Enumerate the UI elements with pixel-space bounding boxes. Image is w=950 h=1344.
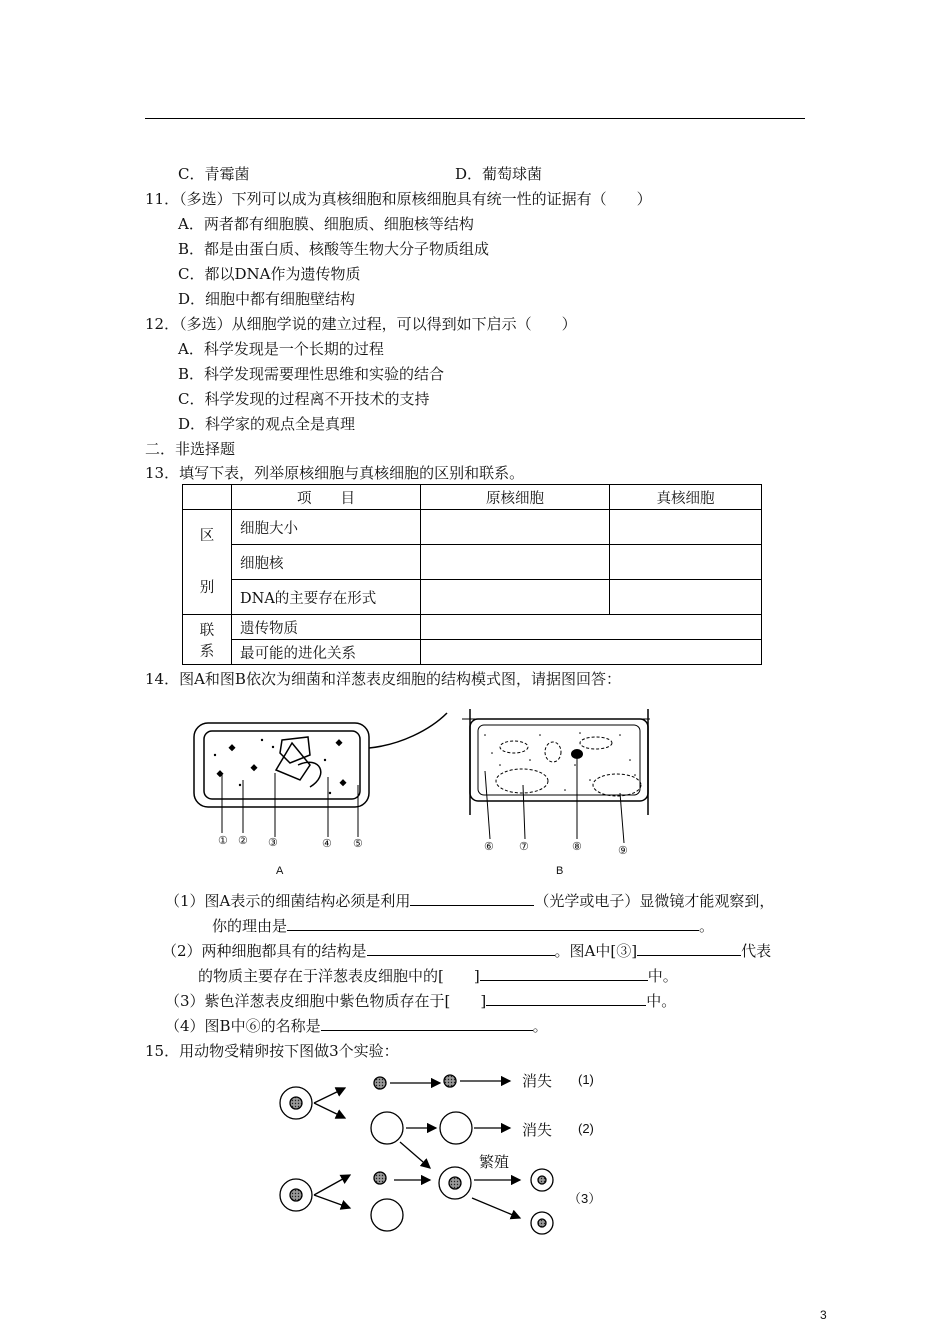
header-rule bbox=[145, 118, 805, 119]
group-relation bbox=[183, 615, 232, 665]
q12-option-b: B．科学发现需要理性思维和实验的结合 bbox=[178, 365, 445, 383]
row-nucleus: 细胞核 bbox=[232, 545, 421, 580]
answer-blank[interactable] bbox=[486, 991, 646, 1006]
q12-option-a: A．科学发现是一个长期的过程 bbox=[178, 340, 384, 358]
table-header-item: 项 目 bbox=[232, 485, 421, 510]
label-9: ⑨ bbox=[618, 845, 628, 857]
q11-stem: 11．（多选）下列可以成为真核细胞和原核细胞具有统一性的证据有（ ） bbox=[145, 190, 652, 208]
answer-blank[interactable] bbox=[287, 916, 699, 931]
bacterium-cell-wall bbox=[194, 723, 369, 807]
enucleated-cell-2b bbox=[440, 1112, 472, 1144]
disappear-label-2: 消失 bbox=[522, 1121, 553, 1139]
q14-p2-text-c: 代表 bbox=[741, 942, 772, 960]
onion-cytoplasm-dots bbox=[484, 732, 636, 791]
q14-p2-text-e: 中。 bbox=[647, 967, 678, 985]
table-header-eukaryote: 真核细胞 bbox=[610, 485, 762, 510]
label-4: ④ bbox=[322, 838, 332, 850]
q14-p1-text-c: 你的理由是 bbox=[212, 917, 288, 935]
table-corner bbox=[183, 485, 232, 510]
answer-cell[interactable] bbox=[421, 510, 610, 545]
answer-blank[interactable] bbox=[367, 941, 555, 956]
answer-blank[interactable] bbox=[637, 941, 741, 956]
group-relation-char2: 系 bbox=[199, 643, 215, 660]
group-relation-char1: 联 bbox=[199, 622, 215, 639]
answer-blank[interactable] bbox=[480, 966, 648, 981]
answer-blank[interactable] bbox=[410, 891, 534, 906]
q14-part1 bbox=[165, 890, 774, 911]
q14-stem: 14．图A和图B依次为细菌和洋葱表皮细胞的结构模式图，请据图回答： bbox=[145, 670, 621, 688]
answer-cell[interactable] bbox=[610, 545, 762, 580]
q12-option-d: D．科学家的观点全是真理 bbox=[178, 415, 356, 433]
label-5: ⑤ bbox=[353, 838, 363, 850]
q11-option-d: D．细胞中都有细胞壁结构 bbox=[178, 290, 356, 308]
q14-p1-text-a: （1）图A表示的细菌结构必须是利用 bbox=[165, 892, 411, 910]
label-6: ⑥ bbox=[484, 841, 494, 853]
q14-part1-reason bbox=[212, 915, 714, 936]
bacterium-leader-lines bbox=[222, 773, 358, 837]
q14-p3-text-a: （3）紫色洋葱表皮细胞中紫色物质存在于[ ] bbox=[165, 992, 487, 1010]
q14-p2-text-d: 的物质主要存在于洋葱表皮细胞中的[ ] bbox=[198, 967, 480, 985]
row-evolution: 最可能的进化关系 bbox=[232, 640, 421, 665]
enucleated-cell-3 bbox=[371, 1199, 403, 1231]
q14-p1-end: 。 bbox=[699, 917, 715, 935]
group-difference-char2: 别 bbox=[199, 580, 215, 596]
figure-b-caption: B bbox=[556, 865, 564, 877]
row-cell-size: 细胞大小 bbox=[232, 510, 421, 545]
table-header-prokaryote: 原核细胞 bbox=[421, 485, 610, 510]
label-8: ⑧ bbox=[572, 841, 582, 853]
experiment-2-label: (2) bbox=[578, 1121, 594, 1136]
row-dna-form: DNA的主要存在形式 bbox=[232, 580, 421, 615]
q12-option-c: C．科学发现的过程离不开技术的支持 bbox=[178, 390, 430, 408]
onion-vacuoles bbox=[496, 737, 641, 796]
reconstructed-nucleus bbox=[449, 1177, 461, 1189]
figure-a-caption: A bbox=[276, 865, 284, 877]
q15-stem: 15．用动物受精卵按下图做3个实验： bbox=[145, 1042, 399, 1060]
onion-cell-membrane bbox=[478, 725, 640, 795]
answer-cell[interactable] bbox=[421, 640, 762, 665]
experiment-3-label: （3） bbox=[568, 1191, 602, 1206]
bacterium-figure bbox=[194, 713, 447, 807]
q14-part2 bbox=[162, 940, 771, 961]
q14-p4-text-a: （4）图B中⑥的名称是 bbox=[165, 1017, 321, 1035]
q14-p3-text-b: 中。 bbox=[646, 992, 677, 1010]
q10-option-c: C．青霉菌 bbox=[178, 165, 250, 183]
q11-option-c: C．都以DNA作为遗传物质 bbox=[178, 265, 361, 283]
label-3: ③ bbox=[268, 837, 278, 849]
q11-option-a: A．两者都有细胞膜、细胞质、细胞核等结构 bbox=[178, 215, 474, 233]
q14-part3 bbox=[165, 990, 676, 1011]
section-heading: 二．非选择题 bbox=[145, 440, 236, 458]
cell-diagram bbox=[180, 705, 680, 885]
q11-option-b: B．都是由蛋白质、核酸等生物大分子物质组成 bbox=[178, 240, 490, 258]
answer-cell[interactable] bbox=[421, 545, 610, 580]
q14-p2-text-b: 。图A中[③] bbox=[554, 942, 638, 960]
q14-part2-cont bbox=[198, 965, 678, 986]
experiment-1-label: (1) bbox=[578, 1072, 594, 1087]
answer-cell[interactable] bbox=[421, 580, 610, 615]
answer-blank[interactable] bbox=[321, 1016, 533, 1031]
page-number: 3 bbox=[820, 1308, 827, 1322]
comparison-table bbox=[182, 484, 762, 665]
isolated-nucleus-3 bbox=[374, 1172, 386, 1184]
group-difference-char1: 区 bbox=[199, 528, 215, 544]
disappear-label-1: 消失 bbox=[522, 1072, 553, 1090]
q14-p2-text-a: （2）两种细胞都具有的结构是 bbox=[162, 942, 367, 960]
q12-stem: 12．（多选）从细胞学说的建立过程，可以得到如下启示（ ） bbox=[145, 315, 577, 333]
isolated-nucleus-1 bbox=[374, 1077, 386, 1089]
q10-option-d: D．葡萄球菌 bbox=[455, 165, 543, 183]
egg-nucleus-1 bbox=[290, 1097, 302, 1109]
onion-cell-figure bbox=[462, 709, 650, 815]
q13-stem: 13．填写下表，列举原核细胞与真核细胞的区别和联系。 bbox=[145, 464, 525, 482]
egg-nucleus-3 bbox=[290, 1189, 302, 1201]
label-1: ① bbox=[218, 835, 228, 847]
answer-cell[interactable] bbox=[421, 615, 762, 640]
group-difference bbox=[183, 510, 232, 615]
reproduce-label: 繁殖 bbox=[479, 1153, 510, 1171]
label-7: ⑦ bbox=[519, 841, 529, 853]
label-2: ② bbox=[238, 835, 248, 847]
q14-part4 bbox=[165, 1015, 548, 1036]
isolated-nucleus-1b bbox=[444, 1075, 456, 1087]
answer-cell[interactable] bbox=[610, 510, 762, 545]
onion-cell-wall bbox=[470, 719, 648, 801]
q14-p4-text-b: 。 bbox=[532, 1017, 548, 1035]
flagellum bbox=[369, 713, 447, 748]
answer-cell[interactable] bbox=[610, 580, 762, 615]
nucleoid bbox=[276, 737, 321, 787]
onion-nucleus bbox=[571, 749, 583, 759]
q14-p1-text-b: （光学或电子）显微镜才能观察到， bbox=[534, 892, 775, 910]
enucleated-cell-2 bbox=[371, 1112, 403, 1144]
row-genetic-material: 遗传物质 bbox=[232, 615, 421, 640]
